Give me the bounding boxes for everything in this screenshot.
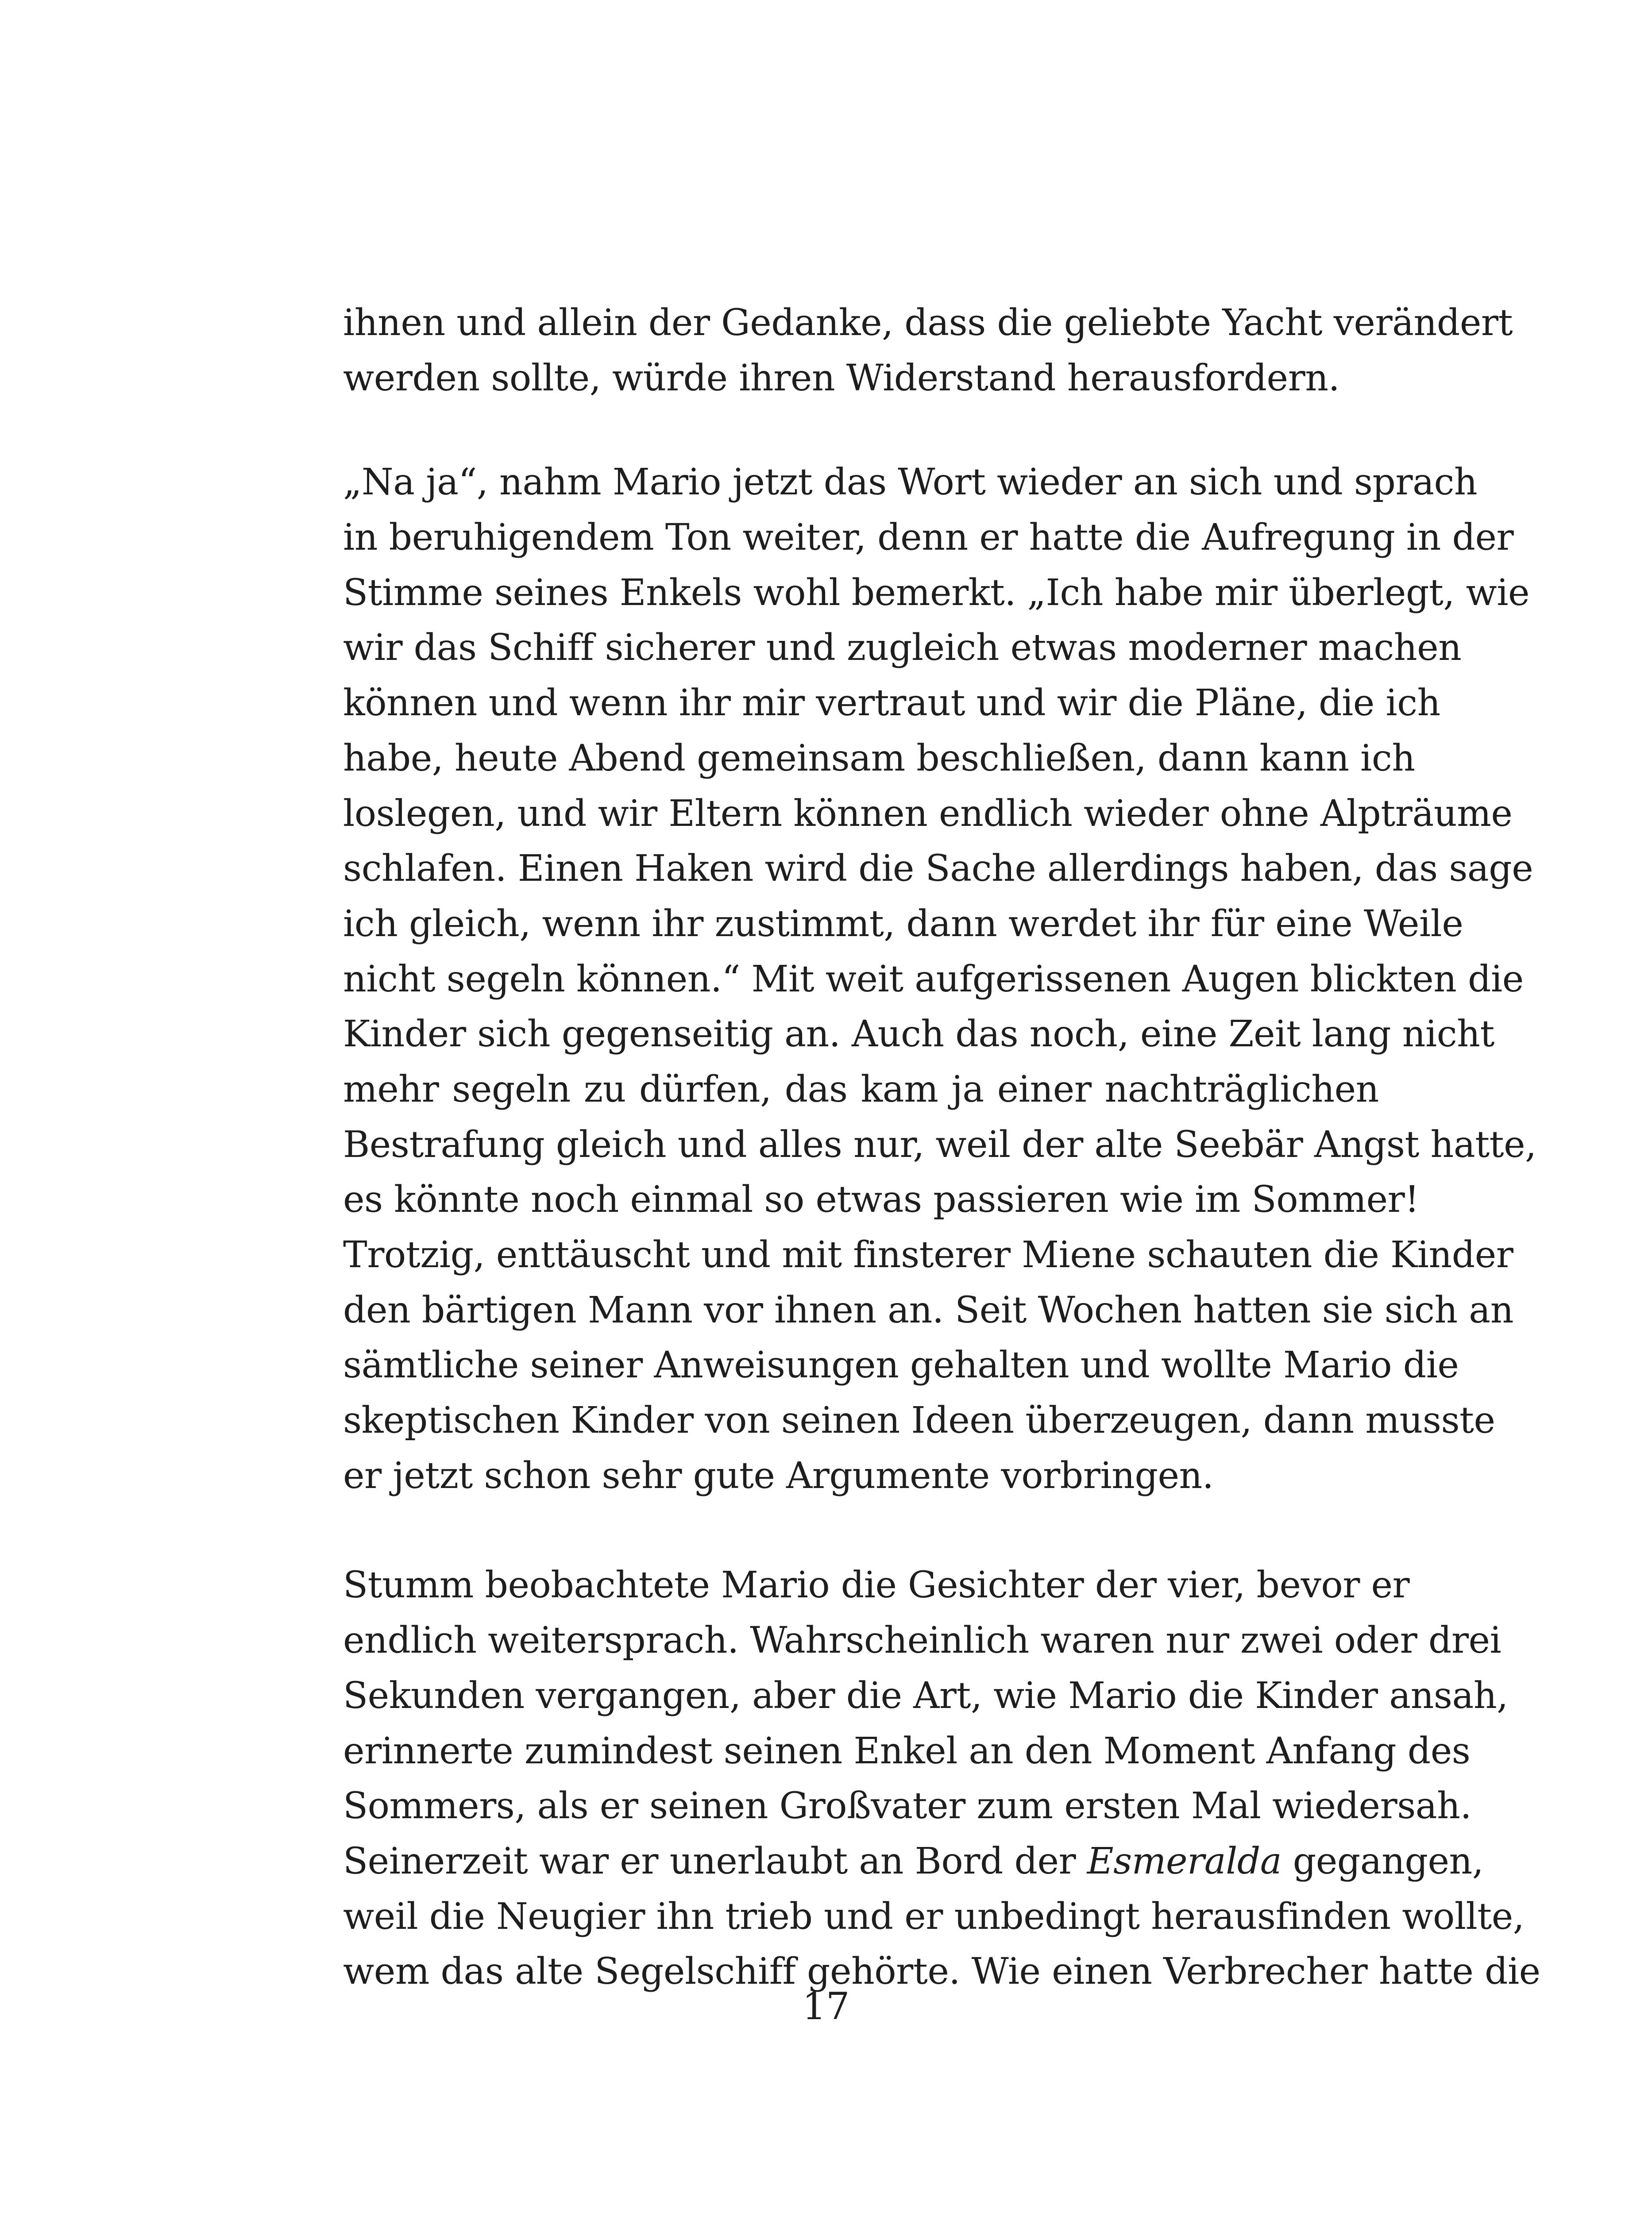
text-line: Stimme seines Enkels wohl bemerkt. „Ich habe mir überlegt, wie: [343, 571, 1529, 614]
text-line: wir das Schiff sicherer und zugleich etwas moderner machen: [343, 627, 1462, 669]
body-text: [343, 296, 1540, 2000]
ship-name-italic: Esmeralda: [1087, 1840, 1282, 1882]
paragraph-2: [343, 455, 1536, 1504]
text-line: Sekunden vergangen, aber die Art, wie Mario die Kinder ansah,: [343, 1674, 1508, 1717]
text-line: sämtliche seiner Anweisungen gehalten und wollte Mario die: [343, 1344, 1459, 1387]
text-line: Stumm beobachtete Mario die Gesichter der vier, bevor er: [343, 1564, 1410, 1607]
text-line: endlich weitersprach. Wahrscheinlich waren nur zwei oder drei: [343, 1619, 1501, 1662]
page-number: 17: [802, 1985, 850, 2028]
text-line: weil die Neugier ihn trieb und er unbedingt herausfinden wollte,: [343, 1895, 1525, 1938]
paragraph-1: [343, 296, 1513, 406]
text-line: in beruhigendem Ton weiter, denn er hatte die Aufregung in der: [343, 517, 1514, 559]
paragraph-gap: [343, 1504, 1379, 1558]
text-line: den bärtigen Mann vor ihnen an. Seit Wochen hatten sie sich an: [343, 1289, 1514, 1331]
text-line: habe, heute Abend gemeinsam beschließen, dann kann ich: [343, 737, 1415, 779]
text-line: erinnerte zumindest seinen Enkel an den Moment Anfang des: [343, 1730, 1471, 1772]
paragraph-gap: [343, 406, 1379, 455]
text-line-with-italic: [343, 1834, 1484, 1889]
text-line: er jetzt schon sehr gute Argumente vorbringen.: [343, 1454, 1214, 1497]
text-line: Bestrafung gleich und alles nur, weil der alte Seebär Angst hatte,: [343, 1123, 1536, 1166]
text-line: skeptischen Kinder von seinen Ideen überzeugen, dann musste: [343, 1400, 1495, 1442]
text-line: schlafen. Einen Haken wird die Sache allerdings haben, das sage: [343, 848, 1533, 890]
text-line: Kinder sich gegenseitig an. Auch das noch, eine Zeit lang nicht: [343, 1013, 1494, 1056]
text-line: nicht segeln können.“ Mit weit aufgerissenen Augen blickten die: [343, 958, 1524, 1000]
text-line: können und wenn ihr mir vertraut und wir die Pläne, die ich: [343, 682, 1440, 725]
text-line: wem das alte Segelschiff gehörte. Wie einen Verbrecher hatte die: [343, 1951, 1540, 1993]
text-line: loslegen, und wir Eltern können endlich wieder ohne Alpträume: [343, 792, 1513, 835]
text-line: ihnen und allein der Gedanke, dass die geliebte Yacht verändert: [343, 302, 1513, 344]
text-line: Trotzig, enttäuscht und mit finsterer Miene schauten die Kinder: [343, 1234, 1513, 1276]
text-line: werden sollte, würde ihren Widerstand herausfordern.: [343, 357, 1340, 399]
text-line: „Na ja“, nahm Mario jetzt das Wort wieder an sich und sprach: [343, 461, 1478, 504]
paragraph-3: [343, 1558, 1540, 2000]
text-run: gegangen,: [1281, 1840, 1484, 1882]
text-line: Sommers, als er seinen Großvater zum ersten Mal wiedersah.: [343, 1785, 1472, 1827]
text-line: es könnte noch einmal so etwas passieren wie im Sommer!: [343, 1179, 1419, 1221]
text-run: Seinerzeit war er unerlaubt an Bord der: [343, 1840, 1087, 1882]
text-line: ich gleich, wenn ihr zustimmt, dann werdet ihr für eine Weile: [343, 902, 1463, 945]
text-line: mehr segeln zu dürfen, das kam ja einer nachträglichen: [343, 1068, 1379, 1110]
